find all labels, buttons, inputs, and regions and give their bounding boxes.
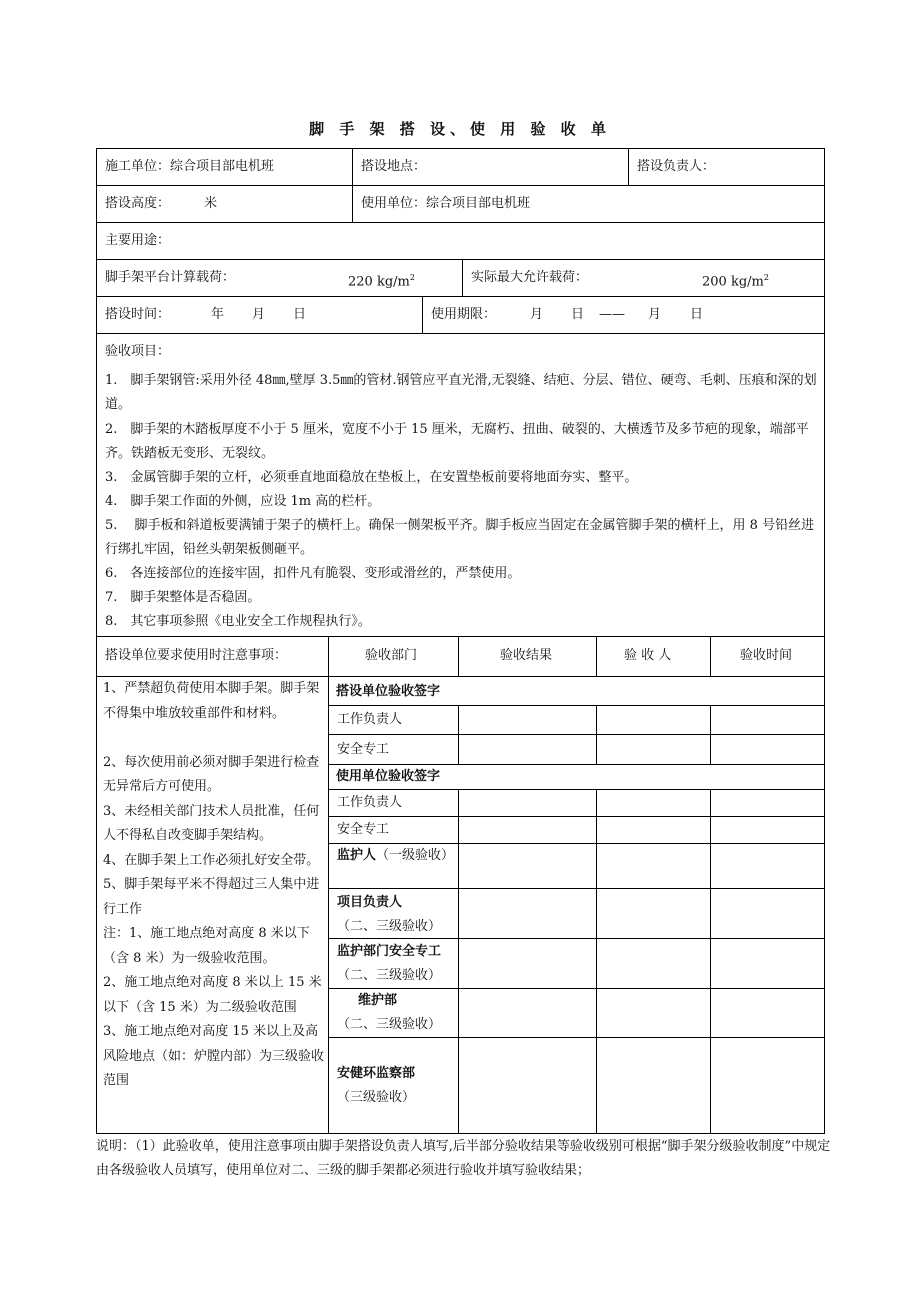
result-header: 验收结果: [500, 648, 553, 663]
guardian-label: 监护人（一级验收）: [337, 848, 455, 863]
usage-period-label: 使用期限：: [431, 307, 497, 322]
location-field: 搭设地点：: [361, 159, 427, 174]
acceptance-item: 8. 其它事项参照《电业安全工作规程执行》。: [105, 614, 371, 629]
erect-time-label: 搭设时间：: [105, 307, 171, 322]
usage-period-month-start: 月: [530, 307, 544, 322]
safety-specialist-label: 安全专工: [337, 742, 390, 757]
erector-lead-field: 搭设负责人：: [637, 159, 716, 174]
hse-level: （三级验收）: [337, 1090, 416, 1105]
safety-specialist-label: 安全专工: [337, 822, 390, 837]
project-lead-level: （二、三级验收）: [337, 919, 442, 934]
project-lead-label: 项目负责人: [337, 895, 403, 910]
person-header: 验 收 人: [624, 648, 672, 663]
dept-header: 验收部门: [365, 648, 418, 663]
acceptance-item: 2. 脚手架的木踏板厚度不小于 5 厘米，宽度不小于 15 厘米，无腐朽、扭曲、破裂的、大横透节及多节疤的现象，端部平齐。铁踏板无变形、无裂纹。: [105, 422, 809, 461]
usage-period-dash: ——: [599, 307, 625, 322]
footnote: 说明：（1）此验收单，使用注意事项由脚手架搭设负责人填写,后半部分验收结果等验收级别可根据“脚手架分级验收制度”中规定由各级验收人员填写，使用单位对二、三级的脚手架都必须进行验收并填写验收结果；: [96, 1139, 831, 1178]
usage-period-month-end: 月: [648, 307, 662, 322]
time-header: 验收时间: [740, 648, 793, 663]
usage-period-day-start: 日: [571, 307, 585, 322]
construction-unit-field: 施工单位：综合项目部电机班: [105, 159, 275, 174]
acceptance-item: 7. 脚手架整体是否稳固。: [105, 590, 261, 605]
calc-load-value: 220 $kg/m^2$: [348, 273, 415, 290]
monitor-dept-level: （二、三级验收）: [337, 968, 442, 983]
purpose-field: 主要用途：: [105, 233, 171, 248]
erect-time-month: 月: [252, 307, 266, 322]
acceptance-item: 5. 脚手板和斜道板要满铺于架子的横杆上。确保一侧架板平齐。脚手板应当固定在金属管脚手架的横杆上，用 8 号铅丝进行绑扎牢固，铅丝头朝架板侧砸平。: [105, 518, 815, 557]
maintenance-label: 维护部: [358, 993, 398, 1008]
acceptance-item: 1. 脚手架钢管:采用外径 48㎜,壁厚 3.5㎜的管材.钢管应平直光滑,无裂缝、结疤、分层、错位、硬弯、毛刺、压痕和深的划道。: [105, 373, 817, 412]
usage-period-day-end: 日: [690, 307, 704, 322]
acceptance-items-heading: 验收项目：: [105, 344, 171, 359]
acceptance-item: 6. 各连接部位的连接牢固，扣件凡有脆裂、变形或滑丝的，严禁使用。: [105, 566, 521, 581]
notice-header: 搭设单位要求使用时注意事项：: [105, 648, 288, 663]
hse-label: 安健环监察部: [337, 1066, 416, 1081]
max-load-label: 实际最大允许载荷：: [471, 270, 589, 285]
acceptance-item: 4. 脚手架工作面的外侧，应设 1m 高的栏杆。: [105, 494, 381, 509]
height-unit: 米: [204, 196, 218, 211]
erect-time-day: 日: [293, 307, 307, 322]
user-sign-label: 使用单位验收签字: [336, 769, 441, 784]
page-title: 脚 手 架 搭 设、使 用 验 收 单: [309, 120, 611, 138]
acceptance-item: 3. 金属管脚手架的立杆，必须垂直地面稳放在垫板上，在安置垫板前要将地面夯实、整平。: [105, 470, 638, 485]
work-lead-label: 工作负责人: [337, 712, 403, 727]
monitor-dept-label: 监护部门安全专工: [337, 944, 442, 959]
erect-time-year: 年: [211, 307, 225, 322]
maintenance-level: （二、三级验收）: [337, 1017, 442, 1032]
work-lead-label: 工作负责人: [337, 795, 403, 810]
usage-notice-text: 1、严禁超负荷使用本脚手架。脚手架不得集中堆放较重部件和材料。 2、每次使用前必须对脚手架进行检查无异常后方可使用。 3、未经相关部门技术人员批准，任何人不得私自改变脚手架结构。 4、在脚手架上工作必须扎好安全带。 5、脚手架每平米不得超过三人集中进行工作 注：1、施工地点绝对高度 8 米以下（含 8 米）为一级验收范围。 2、施工地点绝对高度 8 米以上 15 米以下（含 15 米）为二级验收范围 3、施工地点绝对高度 15 米以上及高风险地点（如：炉膛内部）为三级验收范围: [103, 681, 325, 1088]
max-load-value: 200 $kg/m^2$: [702, 273, 769, 290]
height-field-label: 搭设高度：: [105, 196, 171, 211]
user-unit-field: 使用单位：综合项目部电机班: [361, 196, 531, 211]
calc-load-label: 脚手架平台计算载荷：: [105, 270, 236, 285]
erector-sign-label: 搭设单位验收签字: [336, 684, 441, 699]
